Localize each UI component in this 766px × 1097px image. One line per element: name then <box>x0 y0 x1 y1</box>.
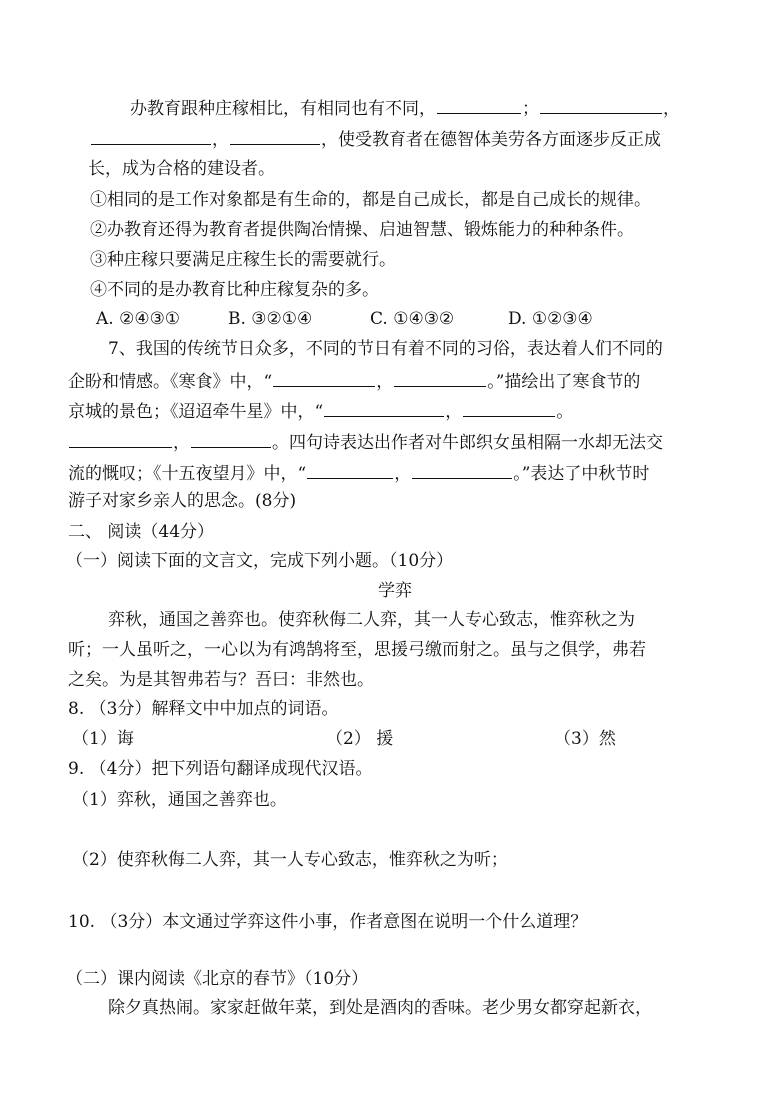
q8-item: （3）然 <box>554 729 616 749</box>
q6-sep: ； <box>522 99 539 119</box>
q7-line4 <box>68 429 663 455</box>
q6-option-c: C. ①④③② <box>370 309 455 329</box>
q6-option-b: B. ③②①④ <box>228 309 313 329</box>
q8-stem: 8. （3分）解释文中中加点的词语。 <box>68 699 339 719</box>
q7-text: 。”表达了中秋节时 <box>513 464 650 484</box>
answer-blank <box>394 368 486 387</box>
answer-blank <box>191 429 271 448</box>
passage-title: 学弈 <box>378 581 412 601</box>
q9-stem: 9. （4分）把下列语句翻译成现代汉语。 <box>68 759 373 779</box>
q6-item: ③种庄稼只要满足庄稼生长的需要就行。 <box>90 250 396 270</box>
part2-heading: （二）课内阅读《北京的春节》（10分） <box>66 969 369 989</box>
q7-line1: 7、我国的传统节日众多，不同的节日有着不同的习俗，表达着人们不同的 <box>108 339 663 359</box>
q10-stem: 10. （3分）本文通过学弈这件小事，作者意图在说明一个什么道理？ <box>68 912 588 932</box>
answer-blank <box>437 95 521 114</box>
q7-sep: ， <box>394 464 412 484</box>
answer-blank <box>412 460 512 479</box>
q6-line2 <box>90 126 661 152</box>
part2-text: 除夕真热闹。家家赶做年菜，到处是酒肉的香味。老少男女都穿起新衣， <box>108 998 652 1018</box>
q6-sep: ， <box>212 130 229 150</box>
section-title: 二、 阅读（44分） <box>68 522 215 542</box>
q7-text: 。四句诗表达出作者对牛郎织女虽相隔一水却无法交 <box>272 433 663 453</box>
q6-item: ④不同的是办教育比种庄稼复杂的多。 <box>90 280 379 300</box>
q6-item: ②办教育还得为教育者提供陶冶情操、启迪智慧、锻炼能力的种种条件。 <box>90 220 634 240</box>
q6-intro: 办教育跟种庄稼相比，有相同也有不同， <box>130 99 436 119</box>
part1-heading: （一）阅读下面的文言文，完成下列小题。（10分） <box>66 551 454 571</box>
q6-option-d: D. ①②③④ <box>508 309 593 329</box>
answer-blank <box>307 460 393 479</box>
q7-text: 流的慨叹；《十五夜望月》中，“ <box>68 464 307 484</box>
answer-blank <box>463 398 555 417</box>
q7-line6: 游子对家乡亲人的思念。(8分) <box>68 491 297 511</box>
q7-sep: ， <box>445 402 463 422</box>
q6-line1 <box>130 95 680 121</box>
q8-item: （1）诲 <box>72 729 134 749</box>
answer-blank <box>69 429 172 448</box>
q7-line3 <box>68 398 573 424</box>
q7-text: 。”描绘出了寒食节的 <box>487 372 641 392</box>
q8-item: （2） 援 <box>326 729 394 749</box>
q7-text: 京城的景色；《迢迢牵牛星》中，“ <box>68 402 324 422</box>
q7-sep: 。 <box>556 402 574 422</box>
q9-item: （2）使弈秋侮二人弈，其一人专心致志，惟弈秋之为听； <box>72 850 508 870</box>
answer-blank <box>273 368 375 387</box>
answer-blank <box>324 398 444 417</box>
q7-sep: ， <box>173 433 190 453</box>
q6-option-a: A. ②④③① <box>96 309 181 329</box>
q7-sep: ， <box>376 372 394 392</box>
answer-blank <box>540 95 662 114</box>
q6-item: ①相同的是工作对象都是有生命的，都是自己成长，都是自己成长的规律。 <box>90 190 651 210</box>
q9-item: （1）弈秋，通国之善弈也。 <box>72 790 287 810</box>
passage-line: 听；一人虽听之，一心以为有鸿鹄将至，思援弓缴而射之。虽与之俱学，弗若 <box>68 640 646 660</box>
q7-text: 企盼和情感。《寒食》中，“ <box>68 372 273 392</box>
passage-line: 弈秋，通国之善弈也。使弈秋侮二人弈，其一人专心致志，惟弈秋之为 <box>108 610 635 630</box>
q7-line5 <box>68 460 649 486</box>
passage-line: 之矣。为是其智弗若与？吾曰：非然也。 <box>68 670 374 690</box>
answer-blank <box>91 126 211 145</box>
answer-blank <box>230 126 320 145</box>
q7-line2 <box>68 368 640 394</box>
q6-sep: ， <box>663 99 680 119</box>
q6-cont: ，使受教育者在德智体美劳各方面逐步反正成 <box>321 130 661 150</box>
q6-end: 长，成为合格的建设者。 <box>88 159 275 179</box>
